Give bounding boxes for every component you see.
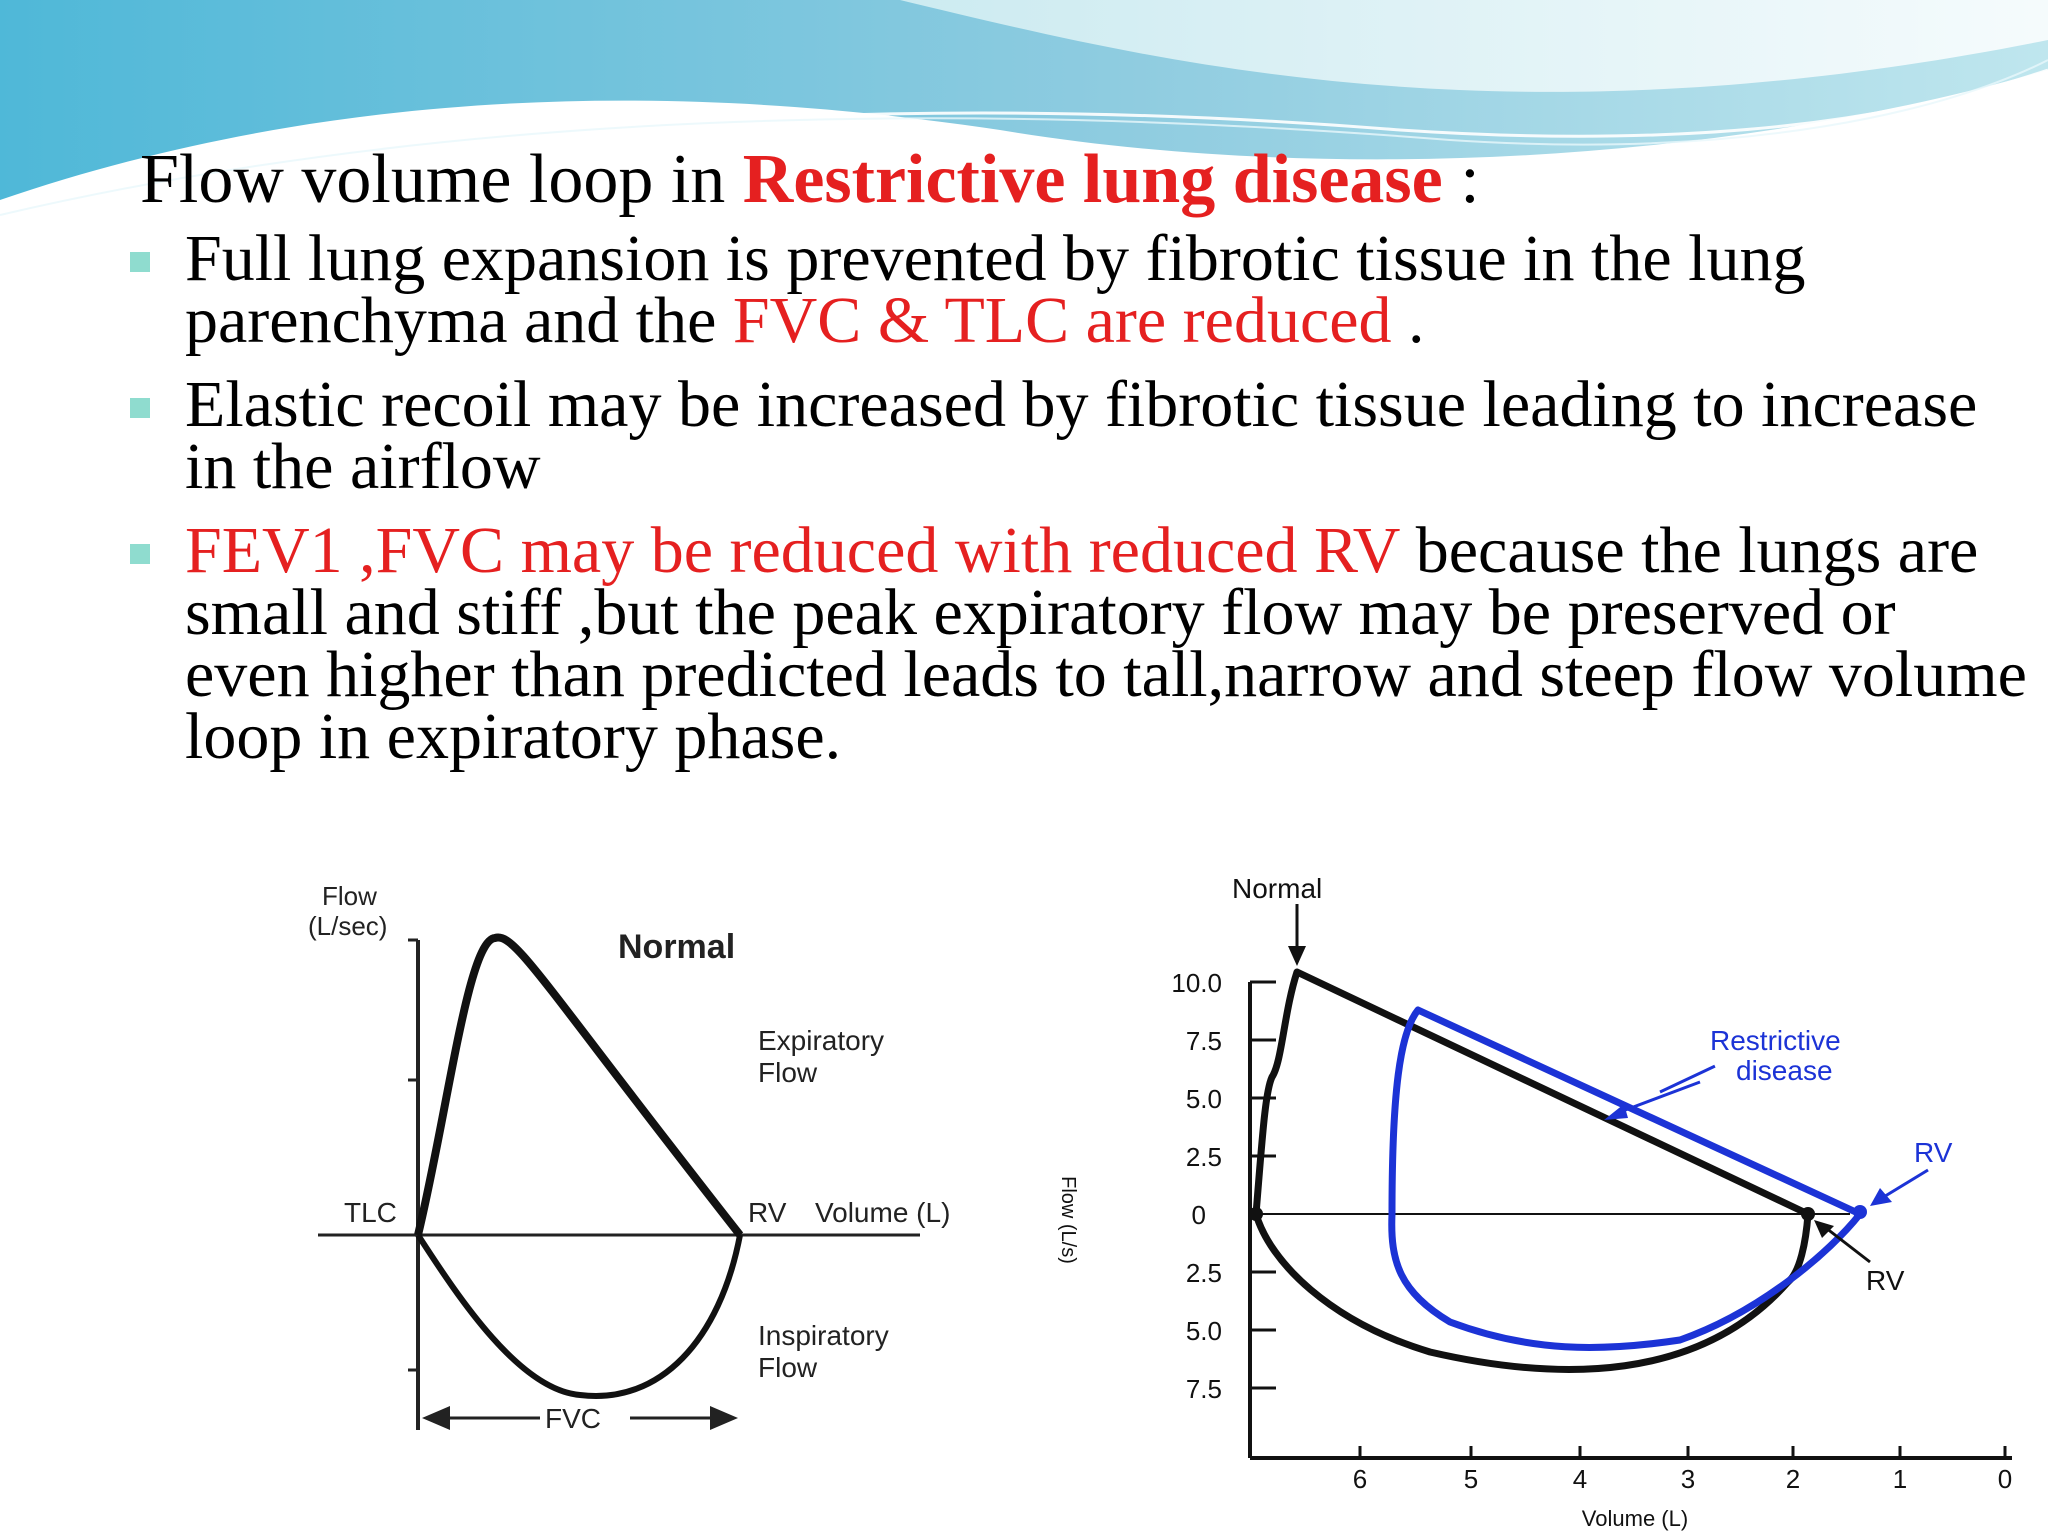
- x-tick-label: 6: [1352, 1464, 1368, 1494]
- x-tick-label: 4: [1572, 1464, 1588, 1494]
- bullet-marker-icon: [130, 398, 150, 418]
- restrictive-label-2: disease: [1736, 1055, 1833, 1086]
- left-y-label-2: (L/sec): [308, 911, 388, 941]
- y-axis-title: Flow (L/s): [1057, 1176, 1079, 1264]
- volume-label: Volume (L): [815, 1197, 951, 1228]
- slide-title: [140, 140, 1480, 220]
- y-tick-label: 7.5: [1185, 1026, 1222, 1056]
- y-tick-label: 5.0: [1185, 1084, 1222, 1114]
- title-highlight: Restrictive lung disease: [742, 141, 1443, 218]
- left-title: Normal: [618, 928, 736, 966]
- y-tick-label: 2.5: [1185, 1142, 1222, 1172]
- left-expiratory-curve: [418, 938, 740, 1235]
- restrictive-loop-diagram: [1000, 862, 2040, 1536]
- restrictive-label-1: Restrictive: [1710, 1025, 1841, 1056]
- restrictive-arrow-line: [1620, 1082, 1700, 1112]
- left-y-label-1: Flow: [322, 881, 377, 911]
- fvc-arrow-right-head-icon: [710, 1406, 738, 1430]
- bullet-marker-icon: [130, 544, 150, 564]
- bullet-1-part-3: .: [1391, 284, 1425, 357]
- x-tick-label: 0: [1997, 1464, 2013, 1494]
- y-tick-label: 10.0: [1171, 968, 1222, 998]
- y-tick-label: 0: [1191, 1200, 1206, 1230]
- normal-tlc-dot: [1249, 1207, 1263, 1221]
- rv-bottom-label: RV: [1866, 1265, 1905, 1296]
- bullet-item: [130, 222, 2030, 357]
- x-tick-label: 1: [1892, 1464, 1908, 1494]
- normal-rv-dot: [1801, 1207, 1815, 1221]
- bullet-1-part-2: FVC & TLC are reduced: [732, 284, 1392, 357]
- x-tick-label: 3: [1680, 1464, 1696, 1494]
- fvc-arrow-left-head-icon: [422, 1406, 450, 1430]
- bullet-3-part-2: because the lungs are small and stiff ,but the peak expiratory flow may be preserved or even higher than predicted leads to tall,narrow and steep flow volume loop in expiratory phase.: [185, 514, 2027, 773]
- bullet-3-part-1: FEV1 ,FVC may be reduced with reduced RV: [185, 514, 1400, 587]
- normal-label: Normal: [1232, 873, 1323, 904]
- rv-top-label: RV: [1914, 1137, 1953, 1168]
- expiratory-label-1: Expiratory: [758, 1025, 885, 1056]
- expiratory-label-2: Flow: [758, 1057, 818, 1088]
- title-prefix: Flow volume loop in: [140, 141, 743, 218]
- x-tick-label: 2: [1785, 1464, 1801, 1494]
- restrictive-rv-dot: [1853, 1205, 1867, 1219]
- inspiratory-label-2: Flow: [758, 1352, 818, 1383]
- y-tick-label: 5.0: [1185, 1316, 1222, 1346]
- x-tick-label: 5: [1463, 1464, 1479, 1494]
- rv-label: RV: [748, 1197, 787, 1228]
- bullet-list: [130, 222, 2030, 790]
- rv-bottom-arrow-head-icon: [1814, 1220, 1834, 1238]
- left-inspiratory-curve: [418, 1235, 740, 1396]
- title-suffix: :: [1442, 141, 1480, 218]
- bullet-2-part-1: Elastic recoil may be increased by fibrotic tissue leading to increase in the airflow: [185, 368, 1978, 503]
- fvc-label: FVC: [545, 1403, 601, 1434]
- inspiratory-label-1: Inspiratory: [758, 1320, 889, 1351]
- normal-loop-diagram: [300, 870, 980, 1460]
- y-tick-label: 7.5: [1185, 1374, 1222, 1404]
- bullet-1-part-1: Full lung expansion is prevented by fibrotic tissue in the lung parenchyma and the: [185, 222, 1806, 357]
- bullet-item: [130, 514, 2030, 773]
- bullet-item: [130, 368, 2030, 503]
- normal-arrow-head-icon: [1288, 946, 1306, 966]
- bullet-marker-icon: [130, 252, 150, 272]
- y-tick-label: 2.5: [1185, 1258, 1222, 1288]
- rv-top-arrow-head-icon: [1870, 1188, 1892, 1206]
- tlc-label: TLC: [344, 1197, 397, 1228]
- restrictive-arrow-head-icon: [1604, 1104, 1628, 1120]
- rv-top-arrow-line: [1882, 1170, 1928, 1198]
- x-axis-title: Volume (L): [1581, 1506, 1689, 1531]
